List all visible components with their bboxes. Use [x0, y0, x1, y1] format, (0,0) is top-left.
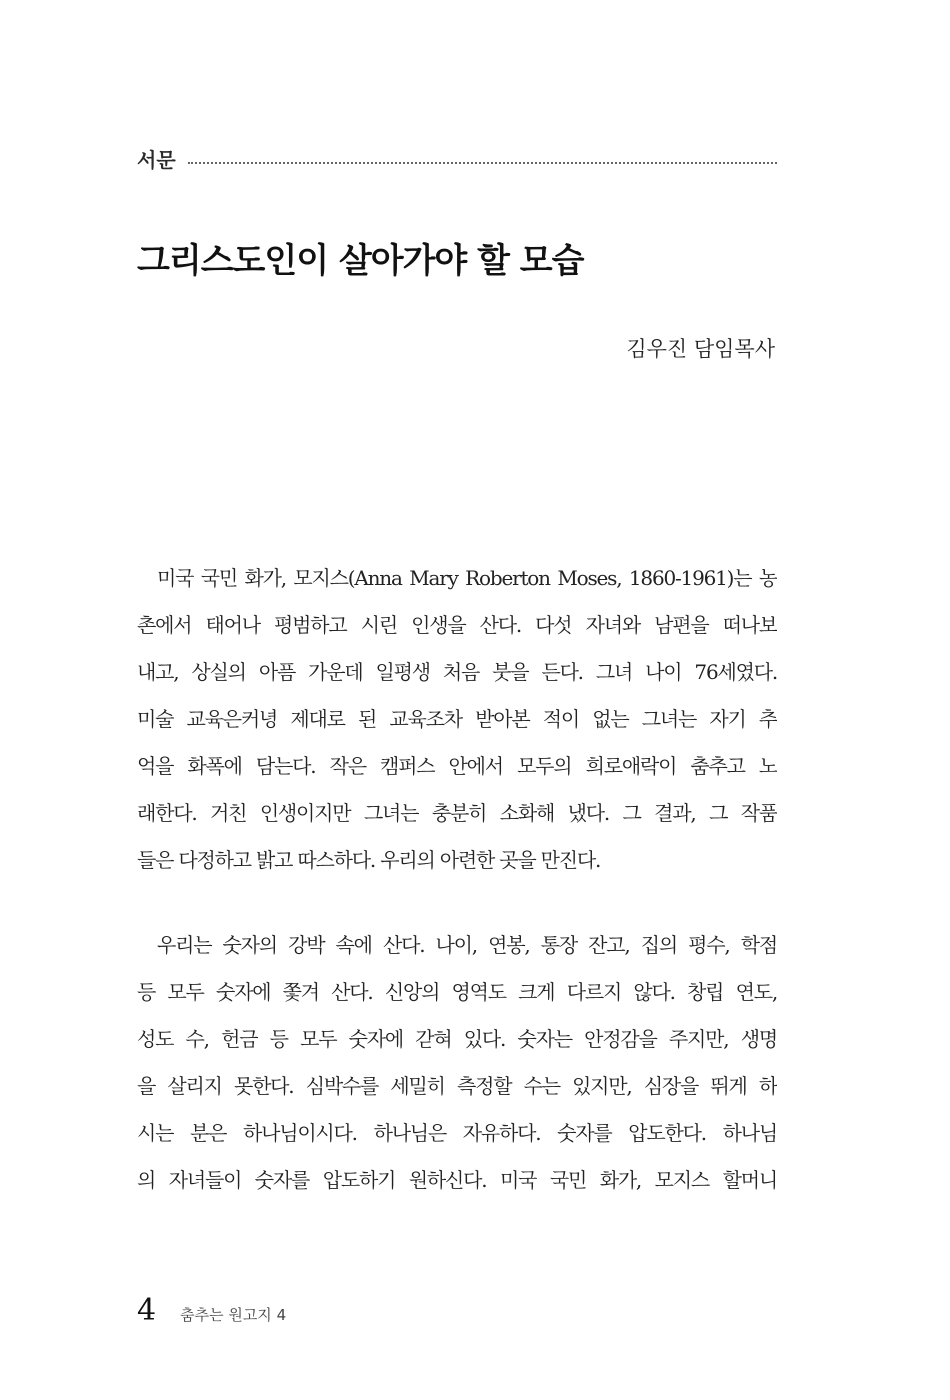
- paragraph-line: 억을 화폭에 담는다. 작은 캠퍼스 안에서 모두의 희로애락이 춤추고 노: [137, 754, 777, 778]
- section-label: 서문: [137, 148, 176, 172]
- paragraph-line: 시는 분은 하나님이시다. 하나님은 자유하다. 숫자를 압도한다. 하나님: [137, 1121, 777, 1145]
- article-title: 그리스도인이 살아가야 할 모습: [137, 241, 584, 281]
- paragraph-line: 래한다. 거친 인생이지만 그녀는 충분히 소화해 냈다. 그 결과, 그 작품: [137, 801, 777, 825]
- page-number: 4: [137, 1293, 157, 1328]
- paragraph-line: 내고, 상실의 아픔 가운데 일평생 처음 붓을 든다. 그녀 나이 76세였다.: [137, 660, 777, 684]
- page-footer: [137, 1293, 286, 1328]
- paragraph-line: 들은 다정하고 밝고 따스하다. 우리의 아련한 곳을 만진다.: [137, 848, 601, 872]
- paragraph-line: 성도 수, 헌금 등 모두 숫자에 갇혀 있다. 숫자는 안정감을 주지만, 생명: [137, 1027, 777, 1051]
- article-author: 김우진 담임목사: [626, 337, 775, 361]
- section-header: [137, 144, 777, 173]
- paragraph-line: 등 모두 숫자에 쫓겨 산다. 신앙의 영역도 크게 다르지 않다. 창립 연도,: [137, 980, 777, 1004]
- paragraph-line: 미술 교육은커녕 제대로 된 교육조차 받아본 적이 없는 그녀는 자기 추: [137, 707, 777, 731]
- paragraph-line: 우리는 숫자의 강박 속에 산다. 나이, 연봉, 통장 잔고, 집의 평수, 학점: [157, 933, 777, 957]
- paragraph-line: 촌에서 태어나 평범하고 시린 인생을 산다. 다섯 자녀와 남편을 떠나보: [137, 613, 777, 637]
- paragraph-line: 의 자녀들이 숫자를 압도하기 원하신다. 미국 국민 화가, 모지스 할머니: [137, 1168, 777, 1192]
- paragraph-line: 미국 국민 화가, 모지스(Anna Mary Roberton Moses, 1860-1961)는 농: [157, 566, 777, 590]
- paragraph-2: [137, 922, 777, 1204]
- running-title: 춤추는 원고지 4: [180, 1306, 287, 1324]
- paragraph-line: 을 살리지 못한다. 심박수를 세밀히 측정할 수는 있지만, 심장을 뛰게 하: [137, 1074, 777, 1098]
- paragraph-1: [137, 555, 777, 884]
- dotted-leader: [188, 162, 777, 164]
